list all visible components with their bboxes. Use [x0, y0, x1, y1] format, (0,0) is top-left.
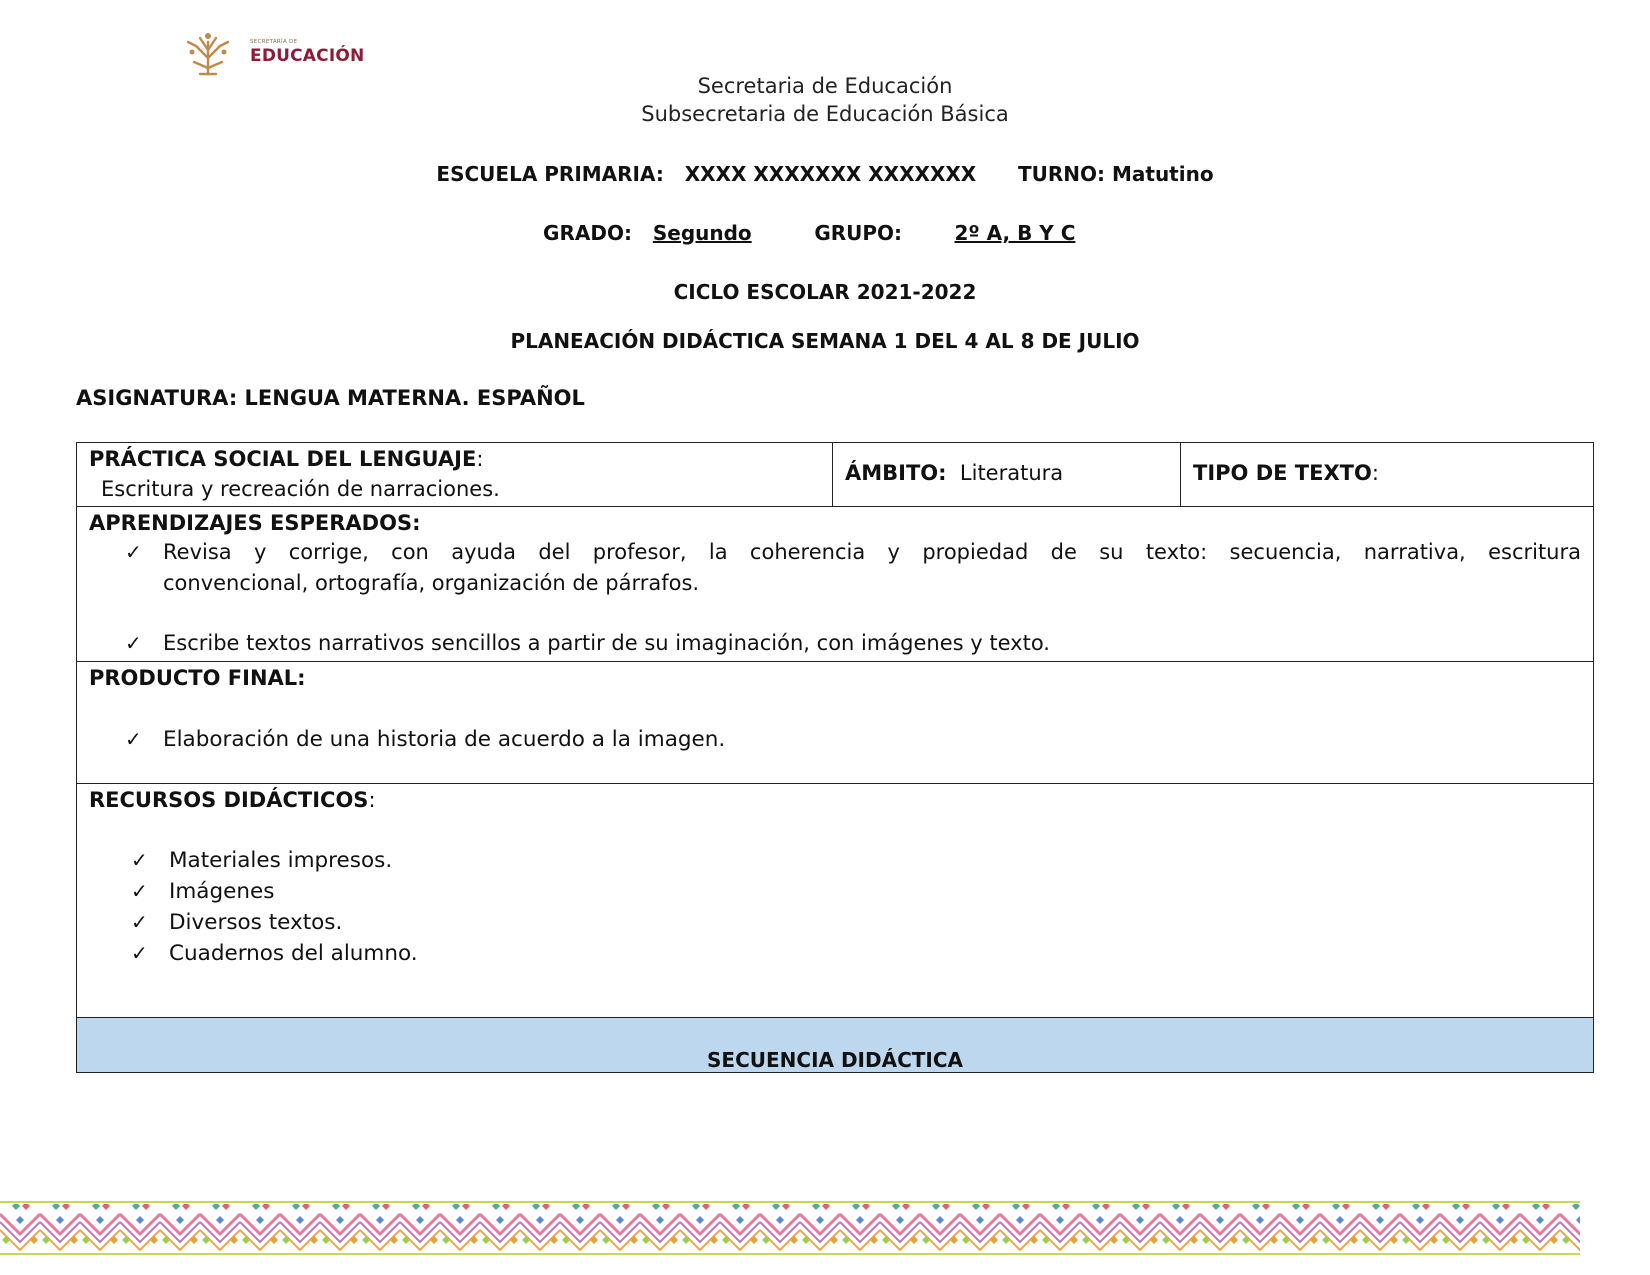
table-row-recursos: RECURSOS DIDÁCTICOS: ✓ Materiales impresos. ✓ Imágenes ✓ Diversos textos. ✓ Cuadernos del alumno. [76, 783, 1594, 1017]
table-row-producto [76, 661, 1594, 783]
producto-item: Elaboración de una historia de acuerdo a la imagen. [163, 727, 726, 752]
grupo-value: 2º A, B Y C [954, 221, 1076, 245]
tipo-texto-label: TIPO DE TEXTO [1193, 461, 1372, 485]
ambito-cell [833, 443, 1181, 506]
asignatura: ASIGNATURA: LENGUA MATERNA. ESPAÑOL [76, 386, 585, 410]
tree-emblem-icon [182, 28, 234, 78]
tipo-texto-cell: TIPO DE TEXTO: [1193, 461, 1379, 485]
recurso-item: Materiales impresos. [169, 848, 393, 873]
checkmark-icon: ✓ [125, 727, 142, 751]
planeacion-title: PLANEACIÓN DIDÁCTICA SEMANA 1 DEL 4 AL 8 DE JULIO [510, 329, 1140, 353]
escuela-label: ESCUELA PRIMARIA: [436, 162, 664, 186]
aprendizaje-item-continued: convencional, ortografía, organización de párrafos. [163, 571, 700, 595]
ambito-label: ÁMBITO: [845, 461, 947, 485]
escuela-value: XXXX XXXXXXX XXXXXXX [684, 162, 977, 186]
practica-value: Escritura y recreación de narraciones. [101, 477, 500, 501]
checkmark-icon: ✓ [131, 910, 148, 934]
producto-label: PRODUCTO FINAL: [89, 666, 306, 690]
logo-title: EDUCACIÓN [250, 46, 365, 66]
escuela-line [0, 162, 1650, 186]
turno-value: Matutino [1111, 162, 1214, 186]
grado-line [0, 221, 1650, 245]
table-row-secuencia [76, 1017, 1594, 1073]
grupo-label: GRUPO: [814, 221, 903, 245]
checkmark-icon: ✓ [125, 540, 142, 564]
secuencia-title: SECUENCIA DIDÁCTICA [707, 1048, 963, 1072]
institution-line-2: Subsecretaria de Educación Básica [641, 102, 1009, 126]
decorative-embroidery-border [0, 1200, 1580, 1256]
checkmark-icon: ✓ [125, 631, 142, 655]
checkmark-icon: ✓ [131, 848, 148, 872]
aprendizaje-item: Escribe textos narrativos sencillos a partir de su imaginación, con imágenes y texto. [163, 631, 1050, 655]
grado-label: GRADO: [543, 221, 632, 245]
aprendizajes-label: APRENDIZAJES ESPERADOS: [89, 511, 421, 535]
recurso-item: Cuadernos del alumno. [169, 941, 418, 966]
aprendizaje-item: Revisa y corrige, con ayuda del profesor, la coherencia y propiedad de su texto: secuencia, narrativa, escritura [163, 540, 1581, 564]
recursos-label: RECURSOS DIDÁCTICOS [89, 788, 369, 812]
turno-label: TURNO: [1017, 162, 1106, 186]
recurso-item: Imágenes [169, 879, 275, 904]
grado-value: Segundo [652, 221, 752, 245]
recurso-item: Diversos textos. [169, 910, 343, 935]
ambito-value: Literatura [959, 461, 1064, 485]
sep-logo [182, 28, 365, 80]
table-row-practica [76, 442, 1594, 506]
checkmark-icon: ✓ [131, 941, 148, 965]
ciclo-escolar: CICLO ESCOLAR 2021-2022 [673, 280, 977, 304]
checkmark-icon: ✓ [131, 879, 148, 903]
institution-line-1: Secretaria de Educación [697, 74, 953, 98]
logo-caption: SECRETARÍA DE [250, 39, 298, 45]
practica-cell: PRÁCTICA SOCIAL DEL LENGUAJE: Escritura y recreación de narraciones. [77, 443, 833, 506]
table-row-aprendizajes [76, 506, 1594, 661]
practica-label: PRÁCTICA SOCIAL DEL LENGUAJE [89, 447, 477, 471]
